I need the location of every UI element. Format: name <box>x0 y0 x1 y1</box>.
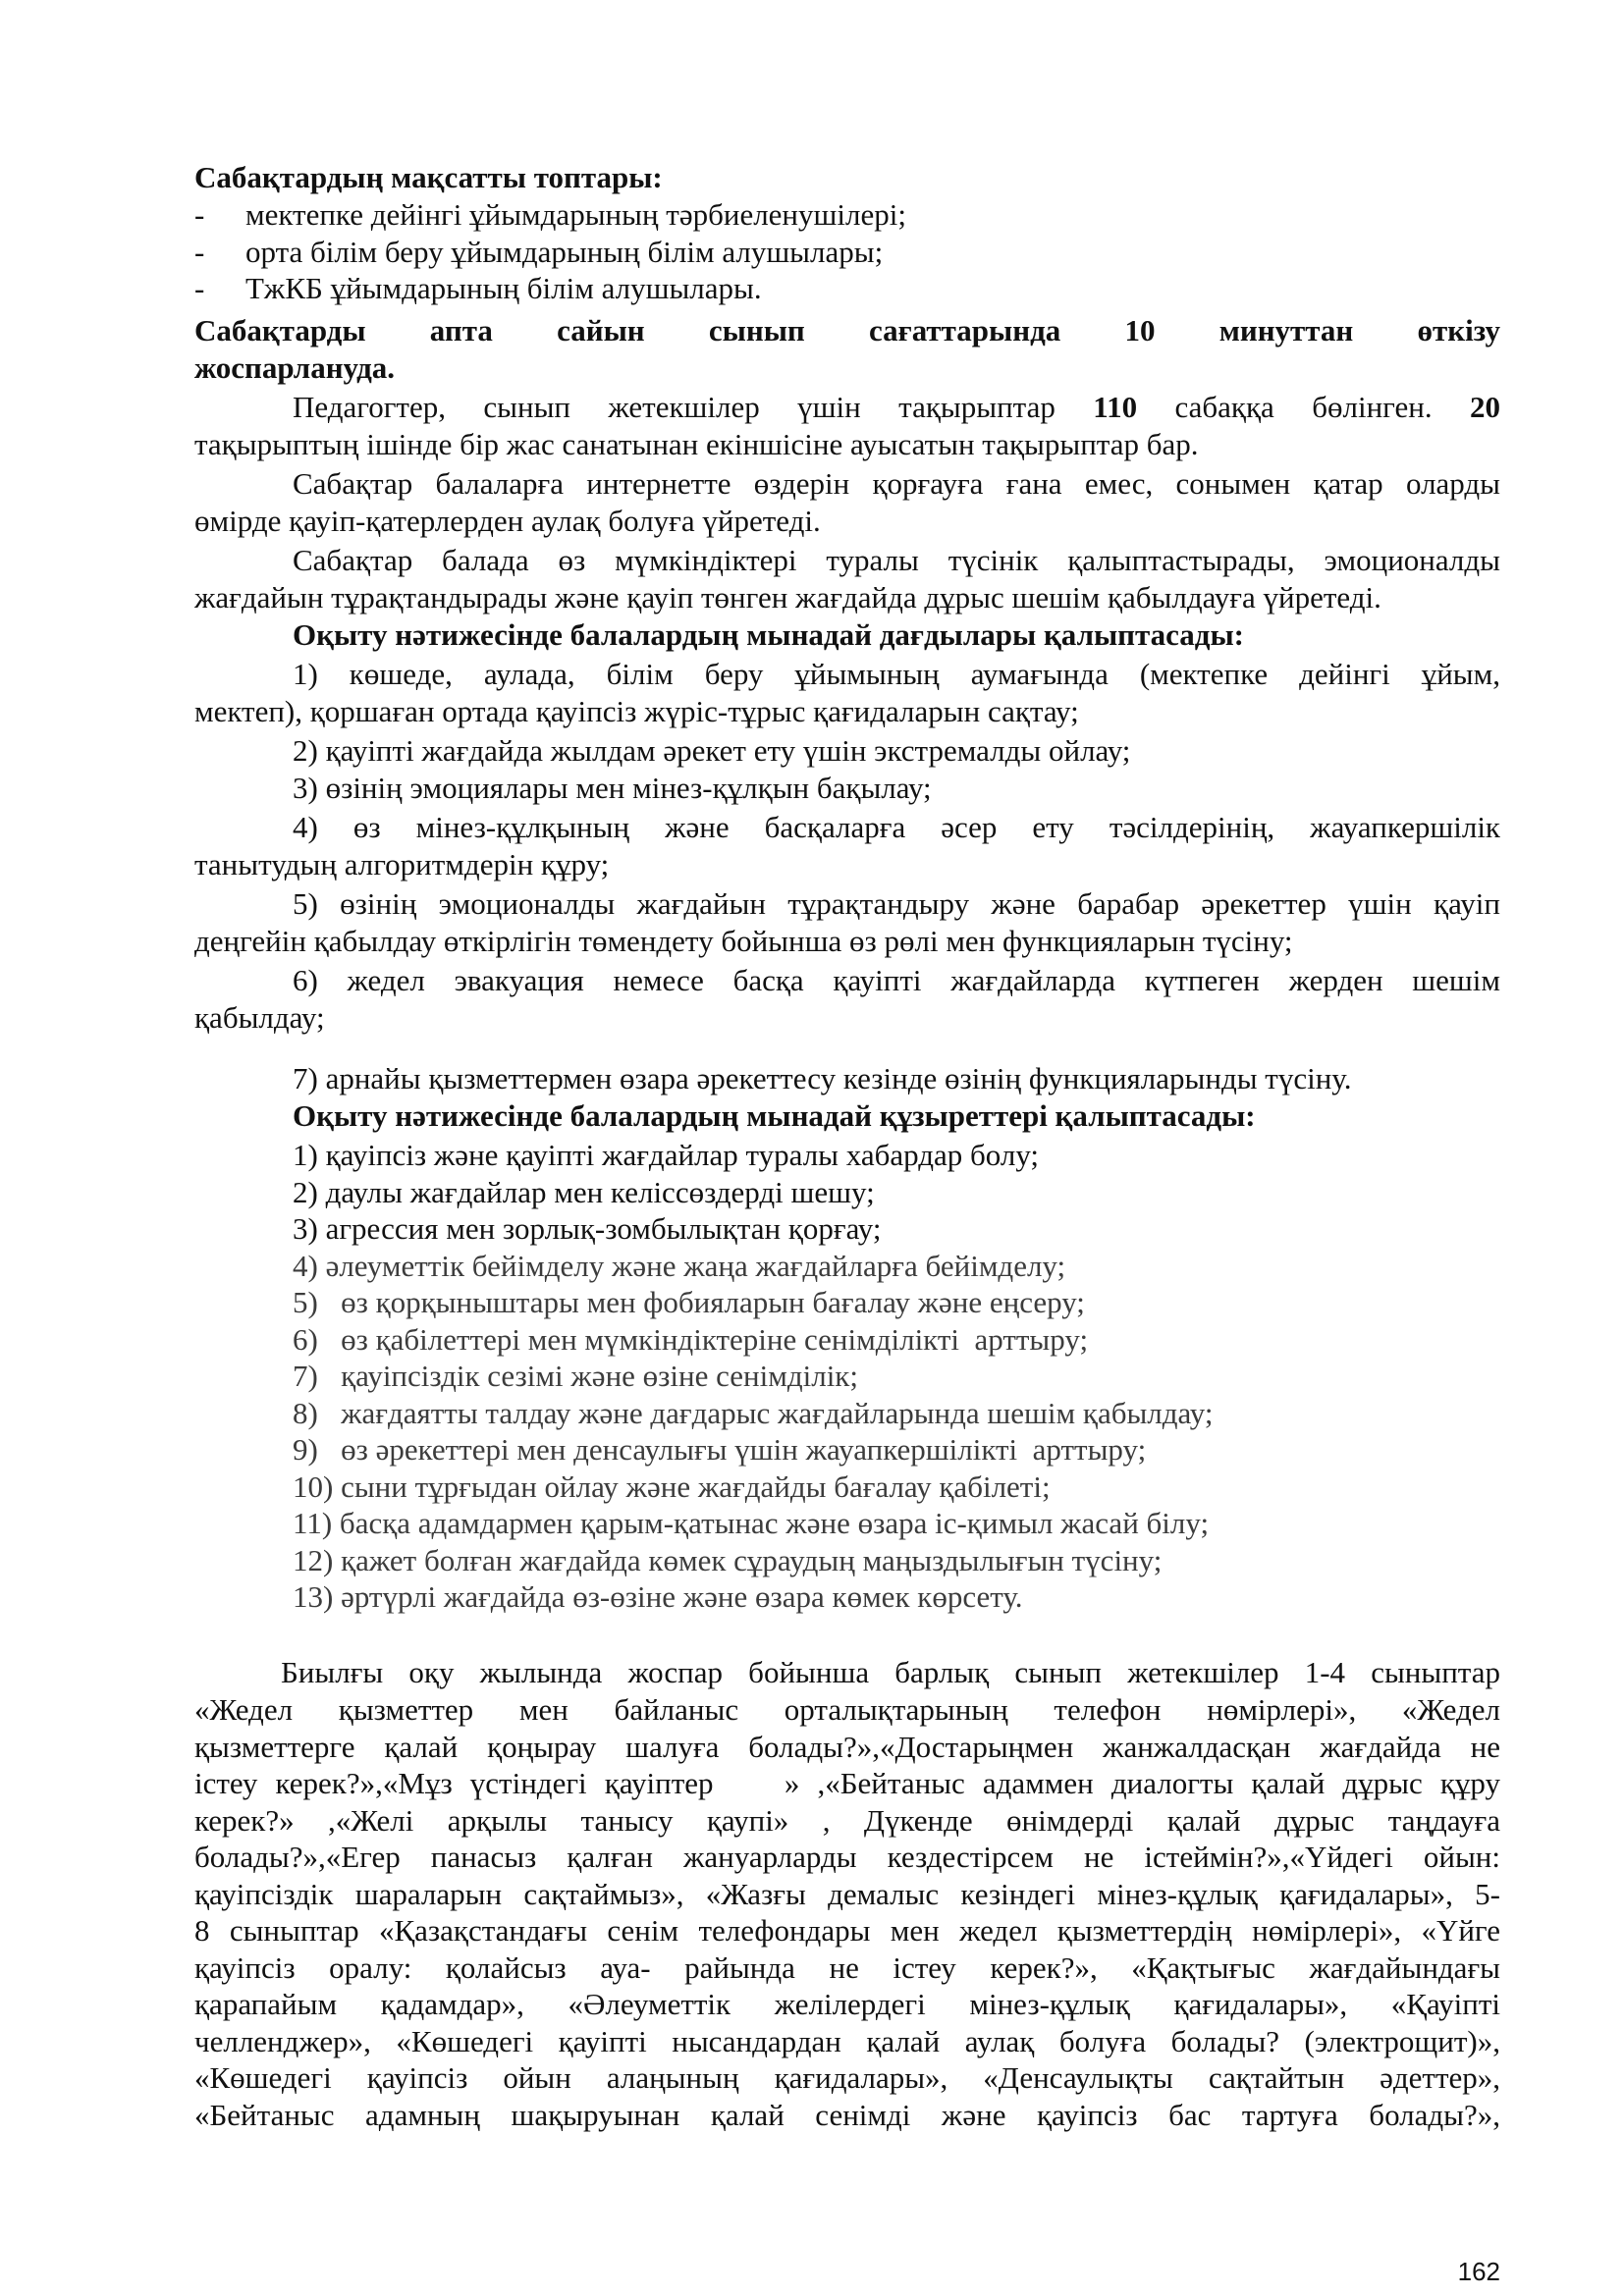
internet-safety-paragraph: Сабақтар балаларға интернетте өздерін қорғауға ғана емес, сонымен қатар оларды <box>293 466 1500 501</box>
skills-item-6-cont: қабылдау; <box>194 1000 325 1035</box>
list-item: 6) өз қабілеттері мен мүмкіндіктеріне сенімділікті арттыру; <box>293 1321 1089 1357</box>
section-heading-target-groups <box>194 159 1500 196</box>
list-item: 12) қажет болған жағдайда көмек сұраудың маңыздылығын түсіну; <box>293 1542 1163 1577</box>
final-paragraph-first-line: Биылғы оқу жылында жоспар бойынша барлық сынып жетекшілер 1-4 сыныптар <box>281 1655 1500 1689</box>
skills-item-3: 3) өзінің эмоциялары мен мінез-құлқын бақылау; <box>293 771 932 805</box>
list-item: 11) басқа адамдармен қарым-қатынас және өзара іс-қимыл жасай білу; <box>293 1506 1210 1540</box>
internet-safety-paragraph-cont: өмірде қауіп-қатерлерден аулақ болуға үйретеді. <box>194 504 821 538</box>
list-item: 2) даулы жағдайлар мен келіссөздерді шешу; <box>293 1174 875 1209</box>
list-item: 8) жағдаятты талдау және дағдарыс жағдайларында шешім қабылдау; <box>293 1395 1214 1430</box>
skills-item-1: 1) көшеде, аулада, білім беру ұйымының аумағында (мектепке дейінгі ұйым, <box>293 657 1500 691</box>
topics-paragraph-cont: тақырыптың ішінде бір жас санатынан екіншісіне ауысатын тақырыптар бар. <box>194 427 1199 461</box>
section-heading-competencies: Оқыту нәтижесінде балалардың мынадай құзыреттері қалыптасады: <box>293 1098 1256 1133</box>
page-number: 162 <box>1457 2257 1500 2286</box>
final-paragraph: «Жедел қызметтер мен байланыс орталықтарының телефон нөмірлері», «Жедел қызметтерге қалай қоңырау шалуға болады?»,«Достарыңмен жанжалдасқан жағдайда не істеу керек?»,«Мұз үстіндегі қауіптер » ,«Бейтаныс адаммен диалогты қалай дұрыс құру керек?» ,«Желі арқылы танысу қаупі» , Дүкенде өнімдерді қалай дұрыс таңдауға болады?»,«Егер панасыз қалған жануарларды кездестірсем не істеймін?»,«Үйдегі ойын: қауіпсіздік шараларын сақтаймыз», «Жазғы демалыс кезіндегі мінез-құлық қағидалары», 5- 8 сыныптар «Қазақстандағы сенім телефондары мен жедел қызметтердің нөмірлері», «Үйге қауіпсіз оралу: қолайсыз ауа- райында не істеу керек?», «Қақтығыс жағдайындағы қарапайым қадамдар», «Әлеуметтік желілердегі мінез-құлық қағидалары», «Қауіпті челленджер», «Көшедегі қауіпті нысандардан қалай аулақ болуға болады? (электрощит)», «Көшедегі қауіпсіз ойын алаңының қағидалары», «Денсаулықты сақтайтын әдеттер», «Бейтаныс адамның шақыруынан қалай сенімді және қауіпсіз бас тартуға болады?», <box>194 1692 1500 2132</box>
list-item: 13) әртүрлі жағдайда өз-өзіне және өзара көмек көрсету. <box>293 1579 1023 1614</box>
plan-paragraph: Сабақтарды апта сайын сынып сағаттарында 10 минуттан өткізу <box>194 313 1500 347</box>
skills-item-2: 2) қауіпті жағдайда жылдам әрекет ету үшін экстремалды ойлау; <box>293 733 1131 768</box>
skills-item-6: 6) жедел эвакуация немесе басқа қауіпті жағдайларда күтпеген жерден шешім <box>293 963 1500 997</box>
list-item: 10) сыни тұрғыдан ойлау және жағдайды бағалау қабілеті; <box>293 1468 1051 1504</box>
skills-item-4: 4) өз мінез-құлқының және басқаларға әсер ету тәсілдерінің, жауапкершілік <box>293 810 1500 844</box>
skills-item-5: 5) өзінің эмоционалды жағдайын тұрақтандыру және барабар әрекеттер үшін қауіп <box>293 886 1500 921</box>
list-item: 7) қауіпсіздік сезімі және өзіне сенімділік; <box>293 1359 858 1393</box>
heading-text: Сабақтардың мақсатты топтары: <box>194 160 663 194</box>
plan-paragraph-cont: жоспарлануда. <box>194 350 396 385</box>
list-item: 1) қауіпсіз және қауіпті жағдайлар туралы хабардар болу; <box>293 1138 1040 1172</box>
skills-item-1-cont: мектеп), қоршаған ортада қауіпсіз жүріс-тұрыс қағидаларын сақтау; <box>194 694 1079 728</box>
list-item: - орта білім беру ұйымдарының білім алушылары; <box>194 234 884 269</box>
list-item: - мектепке дейінгі ұйымдарының тәрбиеленушілері; <box>194 197 906 232</box>
section-heading-skills: Оқыту нәтижесінде балалардың мынадай дағдылары қалыптасады: <box>293 617 1244 652</box>
list-item: 5) өз қорқыныштары мен фобияларын бағалау және еңсеру; <box>293 1285 1085 1319</box>
list-item: 9) өз әрекеттері мен денсаулығы үшін жауапкершілікті арттыру; <box>293 1432 1147 1467</box>
skills-item-4-cont: танытудың алгоритмдерін құру; <box>194 847 610 881</box>
competencies-list <box>293 1137 1598 1616</box>
skills-item-7: 7) арнайы қызметтермен өзара әрекеттесу кезінде өзінің функцияларынды түсіну. <box>293 1061 1352 1095</box>
target-groups-list <box>194 196 1500 307</box>
skills-item-5-cont: деңгейін қабылдау өткірлігін төмендету бойынша өз рөлі мен функцияларын түсіну; <box>194 924 1293 958</box>
list-item: - ТжКБ ұйымдарының білім алушылары. <box>194 271 762 305</box>
abilities-paragraph: Сабақтар балада өз мүмкіндіктері туралы түсінік қалыптастырады, эмоционалды <box>293 543 1500 577</box>
topics-paragraph: Педагогтер, сынып жетекшілер үшін тақырыптар 110 сабаққа бөлінген. 20 <box>293 390 1500 424</box>
list-item: 3) агрессия мен зорлық-зомбылықтан қорғау; <box>293 1211 882 1246</box>
abilities-paragraph-cont: жағдайын тұрақтандырады және қауіп төнген жағдайда дұрыс шешім қабылдауға үйретеді. <box>194 580 1381 614</box>
list-item: 4) әлеуметтік бейімделу және жаңа жағдайларға бейімделу; <box>293 1248 1066 1283</box>
